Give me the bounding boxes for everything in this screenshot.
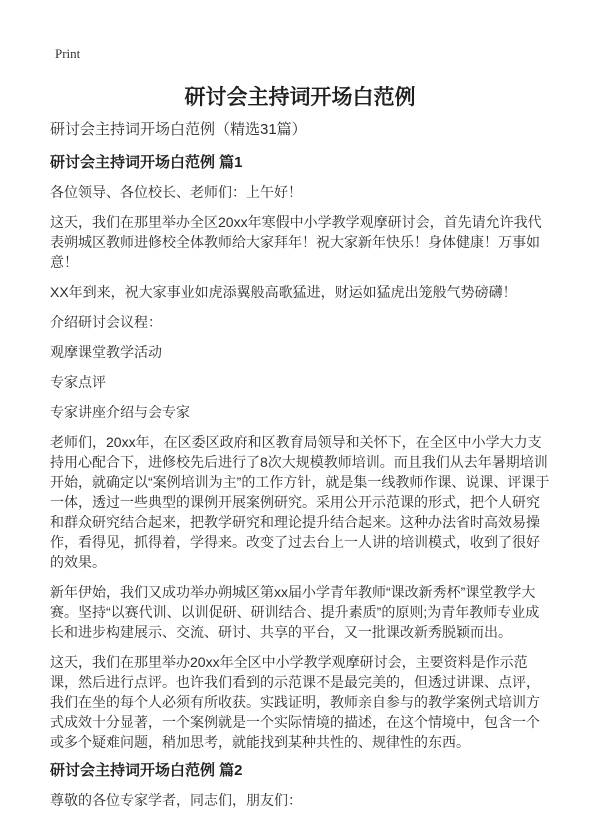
section-1-heading: 研讨会主持词开场白范例 篇1: [50, 154, 243, 171]
paragraph: 老师们，20xx年，在区委区政府和区教育局领导和关怀下，在全区中小学大力支持用心配合下，进修校先后进行了8次大规模教师培训。而且我们从去年暑期培训开始，就确定以“案例培训为主”的工作方针，就是集一线教师作课、说课、评课于一体，透过一些典型的课例开展案例研究。采用公开示范课的形式，把个人研究和群众研究结合起来，把教学研究和理论提升结合起来。这种办法省时高效易操作，看得见，抓得着，学得来。改变了过去台上一人讲的培训模式，收到了很好的效果。: [50, 434, 550, 570]
print-button[interactable]: Print: [55, 46, 81, 61]
paragraph: 专家讲座介绍与会专家: [50, 404, 190, 420]
paragraph: 这天，我们在那里举办全区20xx年寒假中小学教学观摩研讨会，首先请允许我代表朔城区教师进修校全体教师给大家拜年！祝大家新年快乐！身体健康！万事如意！: [50, 214, 542, 270]
document-subtitle: 研讨会主持词开场白范例（精选31篇）: [50, 121, 307, 138]
document-title: 研讨会主持词开场白范例: [184, 86, 416, 109]
paragraph: 专家点评: [50, 374, 106, 390]
paragraph: 这天，我们在那里举办20xx年全区中小学教学观摩研讨会，主要资料是作示范课，然后进行点评。也许我们看到的示范课不是最完美的，但透过讲课、点评，我们在坐的每个人必须有所收获。实践证明，教师亲自参与的教学案例式培训方式成效十分显著，一个案例就是一个实际情境的描述，在这个情境中，包含一个或多个疑难问题，稍加思考，就能找到某种共性的、规律性的东西。: [50, 654, 540, 750]
paragraph: 尊敬的各位专家学者，同志们，朋友们：: [50, 792, 302, 808]
paragraph: 介绍研讨会议程：: [50, 314, 162, 330]
paragraph: XX年到来，祝大家事业如虎添翼般高歌猛进，财运如猛虎出笼般气势磅礴！: [50, 284, 517, 300]
paragraph: 各位领导、各位校长、老师们：上午好！: [50, 184, 302, 200]
section-2-heading: 研讨会主持词开场白范例 篇2: [50, 762, 243, 779]
paragraph: 观摩课堂教学活动: [50, 344, 162, 360]
paragraph: 新年伊始，我们又成功举办朔城区第xx届小学青年教师“课改新秀杯”课堂教学大赛。坚持“以赛代训、以训促研、研训结合、提升素质”的原则;为青年教师专业成长和进步构建展示、交流、研讨、共享的平台，又一批课改新秀脱颖而出。: [50, 584, 540, 640]
